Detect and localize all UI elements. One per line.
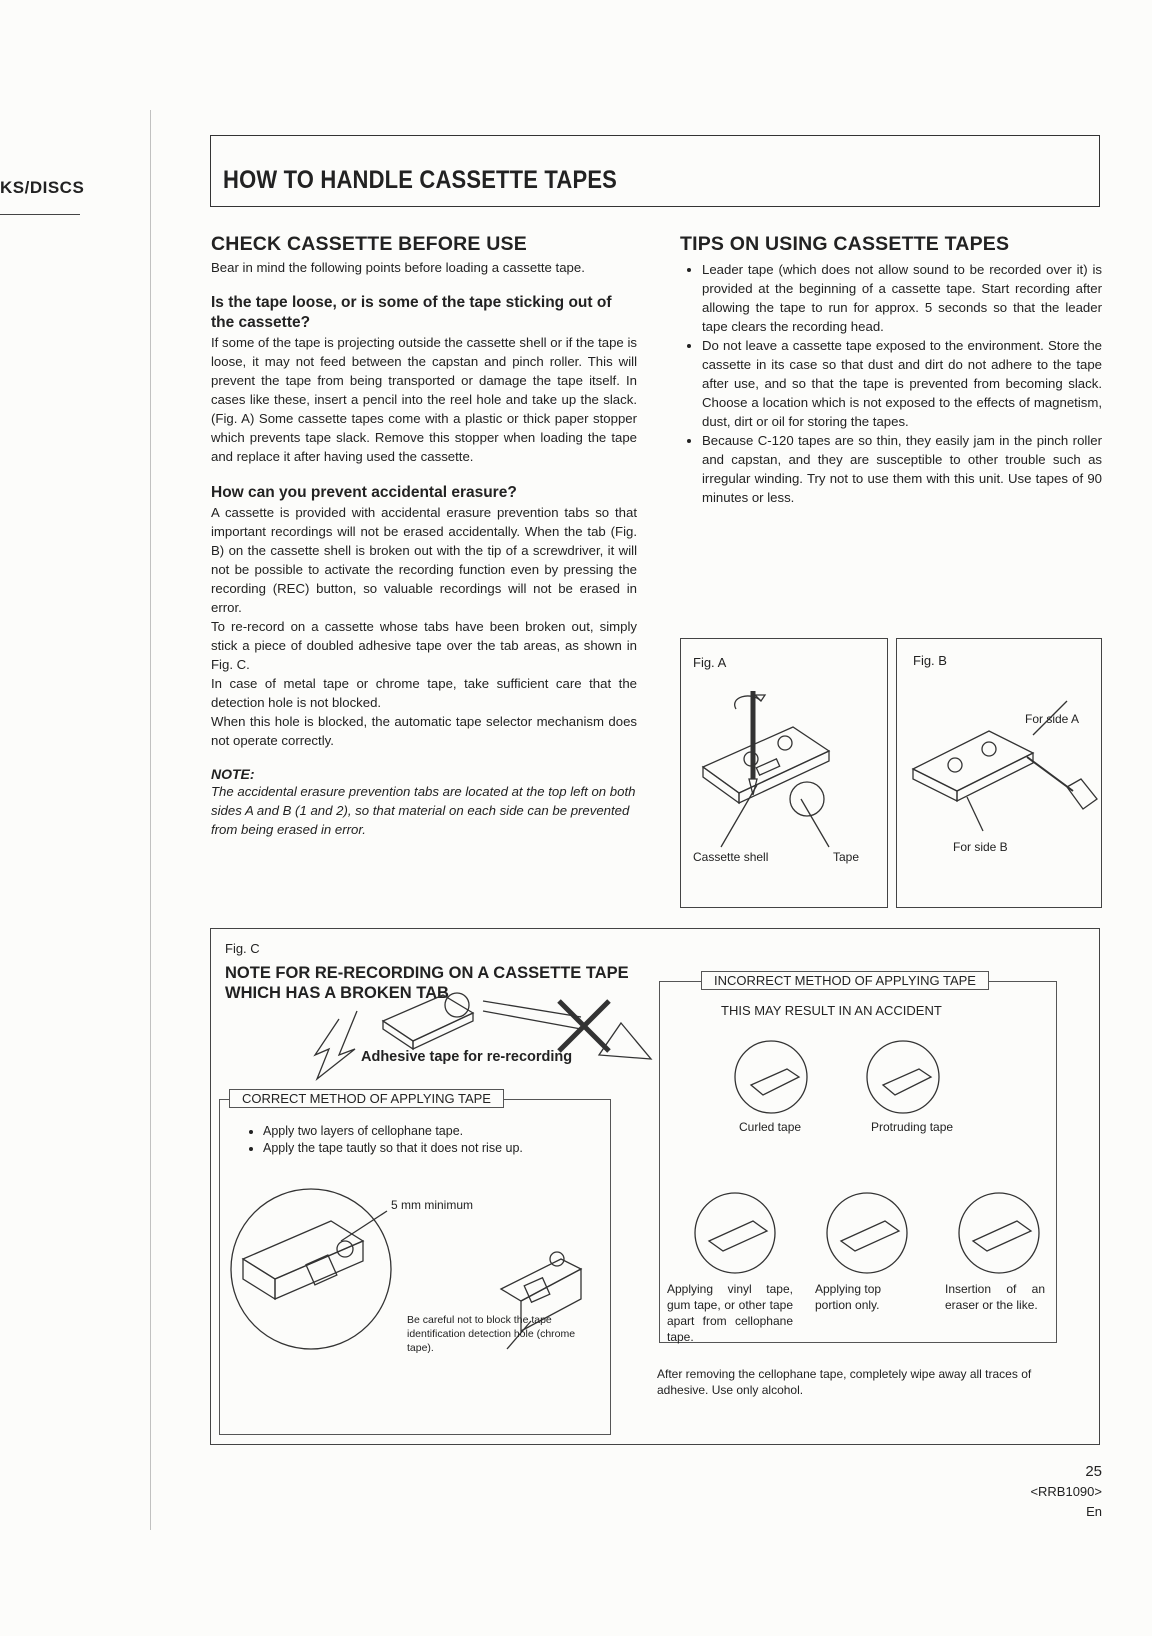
figure-b: [896, 638, 1102, 908]
correct-method-label: CORRECT METHOD OF APPLYING TAPE: [229, 1089, 504, 1108]
doc-code: <RRB1090>: [1030, 1484, 1102, 1499]
list-item: • Apply the tape tautly so that it does not rise up.: [263, 1140, 623, 1157]
tape-label: Tape: [833, 850, 860, 864]
cassette-pencil-illustration: [681, 639, 889, 909]
section-tab-rule: [0, 214, 80, 215]
page-number: 25: [1085, 1463, 1102, 1480]
erasure-text-3: In case of metal tape or chrome tape, take sufficient care that the detection hole is not blocked.: [211, 676, 637, 710]
tips-list: [680, 260, 1102, 507]
check-intro: Bear in mind the following points before loading a cassette tape.: [211, 260, 585, 275]
left-column: [211, 233, 637, 839]
protruding-tape-label: Protruding tape: [871, 1120, 954, 1134]
accident-warning: THIS MAY RESULT IN AN ACCIDENT: [721, 1003, 942, 1018]
careful-note: Be careful not to block the tape identification detection hole (chrome tape).: [407, 1314, 576, 1354]
figure-b-label: Fig. B: [913, 653, 947, 668]
erasure-text-1: A cassette is provided with accidental erasure prevention tabs so that important recordings will not be erased accidentally. When the tab (Fig. B) on the cassette shell is broken out with the tip of a screwdriver, it will not be possible to activate the recording function even by pressing the recording (REC) button, so valuable recordings will not be erased in error.: [211, 505, 637, 615]
page-footer: [980, 1462, 1102, 1522]
right-column: [680, 233, 1102, 507]
correct-method-list: [241, 1123, 623, 1157]
margin-line: [150, 110, 151, 1530]
list-item: • Apply two layers of cellophane tape.: [263, 1123, 623, 1140]
eraser-label: Insertion of an eraser or the like.: [945, 1282, 1045, 1312]
erasure-heading: How can you prevent accidental erasure?: [211, 484, 517, 501]
adhesive-label: Adhesive tape for re-recording: [361, 1049, 573, 1065]
top-only-label: Applying top portion only.: [815, 1282, 882, 1312]
curled-tape-label: Curled tape: [739, 1120, 802, 1134]
erasure-text-4: When this hole is blocked, the automatic tape selector mechanism does not operate correctly.: [211, 714, 637, 748]
page-title: HOW TO HANDLE CASSETTE TAPES: [223, 166, 618, 194]
figure-a: [680, 638, 888, 908]
figure-c-label: Fig. C: [225, 941, 260, 956]
figure-a-label: Fig. A: [693, 655, 727, 670]
title-box: [210, 135, 1100, 207]
vinyl-tape-label: Applying vinyl tape, gum tape, or other tape apart from cellophane tape.: [667, 1282, 793, 1344]
figure-c-heading: NOTE FOR RE-RECORDING ON A CASSETTE TAPE WHICH HAS A BROKEN TAB: [225, 964, 629, 1002]
loose-tape-heading: Is the tape loose, or is some of the tape sticking out of the cassette?: [211, 294, 612, 331]
tips-heading: TIPS ON USING CASSETTE TAPES: [680, 233, 1010, 255]
side-b-label: For side B: [953, 840, 1008, 854]
check-heading: CHECK CASSETTE BEFORE USE: [211, 233, 527, 255]
after-removing-note: After removing the cellophane tape, completely wipe away all traces of adhesive. Use only alcohol.: [657, 1367, 1032, 1397]
list-item: • Do not leave a cassette tape exposed to the environment. Store the cassette in its case so that dust and dirt do not adhere to the tape after use, and so that the tape is prevented from becoming slack. Choose a location which is not exposed to the effects of magnetism, dust, dirt or oil for storing the tapes.: [702, 336, 1102, 431]
minimum-label: 5 mm minimum: [391, 1198, 474, 1212]
erasure-text-2: To re-record on a cassette whose tabs have been broken out, simply stick a piece of doubled adhesive tape over the tab areas, as shown in Fig. C.: [211, 619, 637, 672]
side-a-label: For side A: [1025, 712, 1080, 726]
cassette-shell-label: Cassette shell: [693, 850, 769, 864]
cassette-screwdriver-illustration: [897, 639, 1103, 909]
section-tab-label: KS/DISCS: [0, 178, 85, 197]
list-item: • Leader tape (which does not allow sound to be recorded over it) is provided at the beginning of a cassette tape. Start recording after allowing the tape to run for approx. 5 seconds so that the leader tape clears the recording head.: [702, 260, 1102, 336]
incorrect-method-label: INCORRECT METHOD OF APPLYING TAPE: [701, 971, 989, 990]
note-label: NOTE:: [211, 766, 255, 782]
loose-tape-text: If some of the tape is projecting outside the cassette shell or if the tape is loose, it may not feed between the capstan and pinch roller. This will prevent the tape from being transported or damage the tape itself. In cases like these, insert a pencil into the reel hole and take up the slack. (Fig. A) Some cassette tapes come with a plastic or thick paper stopper which prevents tape slack. Remove this stopper when loading the tape and replace it after having used the cassette.: [211, 335, 637, 464]
figure-c: [210, 928, 1100, 1445]
list-item: • Because C-120 tapes are so thin, they easily jam in the pinch roller and capstan, and they are susceptible to other trouble such as irregular winding. Try not to use them with this unit. Use tapes of 90 minutes or less.: [702, 431, 1102, 507]
language-code: En: [1086, 1504, 1102, 1519]
note-text: The accidental erasure prevention tabs are located at the top left on both sides A and B (1 and 2), so that material on each side can be prevented from being erased in error.: [211, 784, 636, 837]
